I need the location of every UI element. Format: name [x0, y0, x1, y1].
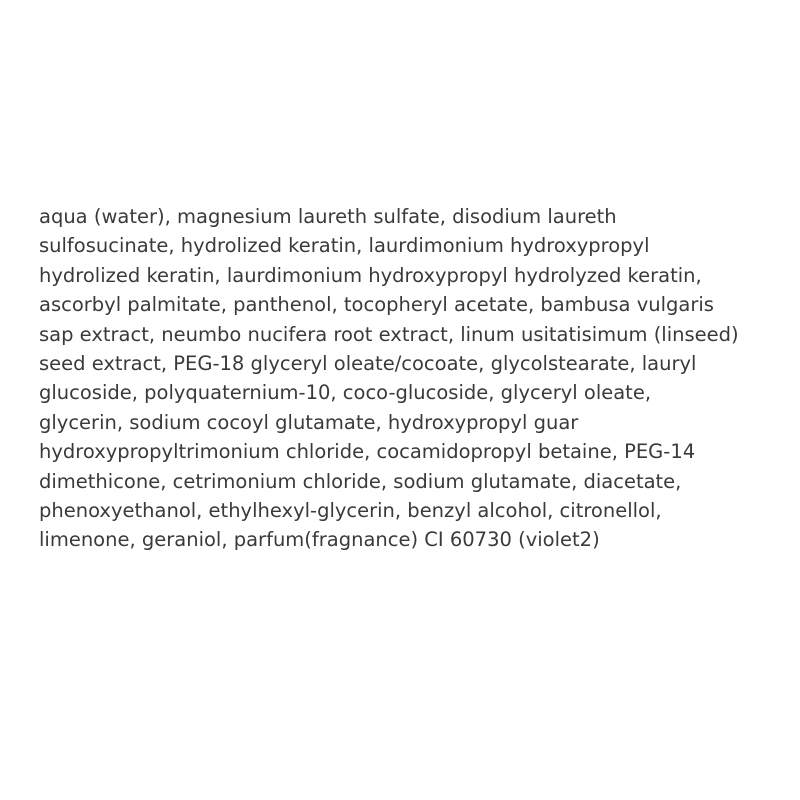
- ingredients-line: limenone, geraniol, parfum(fragnance) CI 60730 (violet2): [39, 528, 600, 552]
- ingredients-line: ascorbyl palmitate, panthenol, tocopheryl acetate, bambusa vulgaris: [39, 293, 714, 317]
- ingredients-line: hydrolized keratin, laurdimonium hydroxypropyl hydrolyzed keratin,: [39, 263, 702, 287]
- ingredients-line: dimethicone, cetrimonium chloride, sodium glutamate, diacetate,: [39, 469, 682, 493]
- ingredients-line: glucoside, polyquaternium-10, coco-glucoside, glyceryl oleate,: [39, 381, 652, 405]
- ingredients-line: aqua (water), magnesium laureth sulfate, disodium laureth: [39, 205, 617, 228]
- ingredients-line: phenoxyethanol, ethylhexyl-glycerin, benzyl alcohol, citronellol,: [39, 499, 662, 523]
- ingredients-text: [39, 202, 779, 555]
- ingredients-line: sap extract, neumbo nucifera root extract, linum usitatisimum (linseed): [39, 322, 739, 346]
- ingredients-line: hydroxypropyltrimonium chloride, cocamidopropyl betaine, PEG-14: [39, 440, 696, 464]
- ingredients-line: glycerin, sodium cocoyl glutamate, hydroxypropyl guar: [39, 410, 579, 434]
- ingredients-line: seed extract, PEG-18 glyceryl oleate/cocoate, glycolstearate, lauryl: [39, 352, 697, 376]
- ingredients-line: sulfosucinate, hydrolized keratin, laurdimonium hydroxypropyl: [39, 234, 650, 258]
